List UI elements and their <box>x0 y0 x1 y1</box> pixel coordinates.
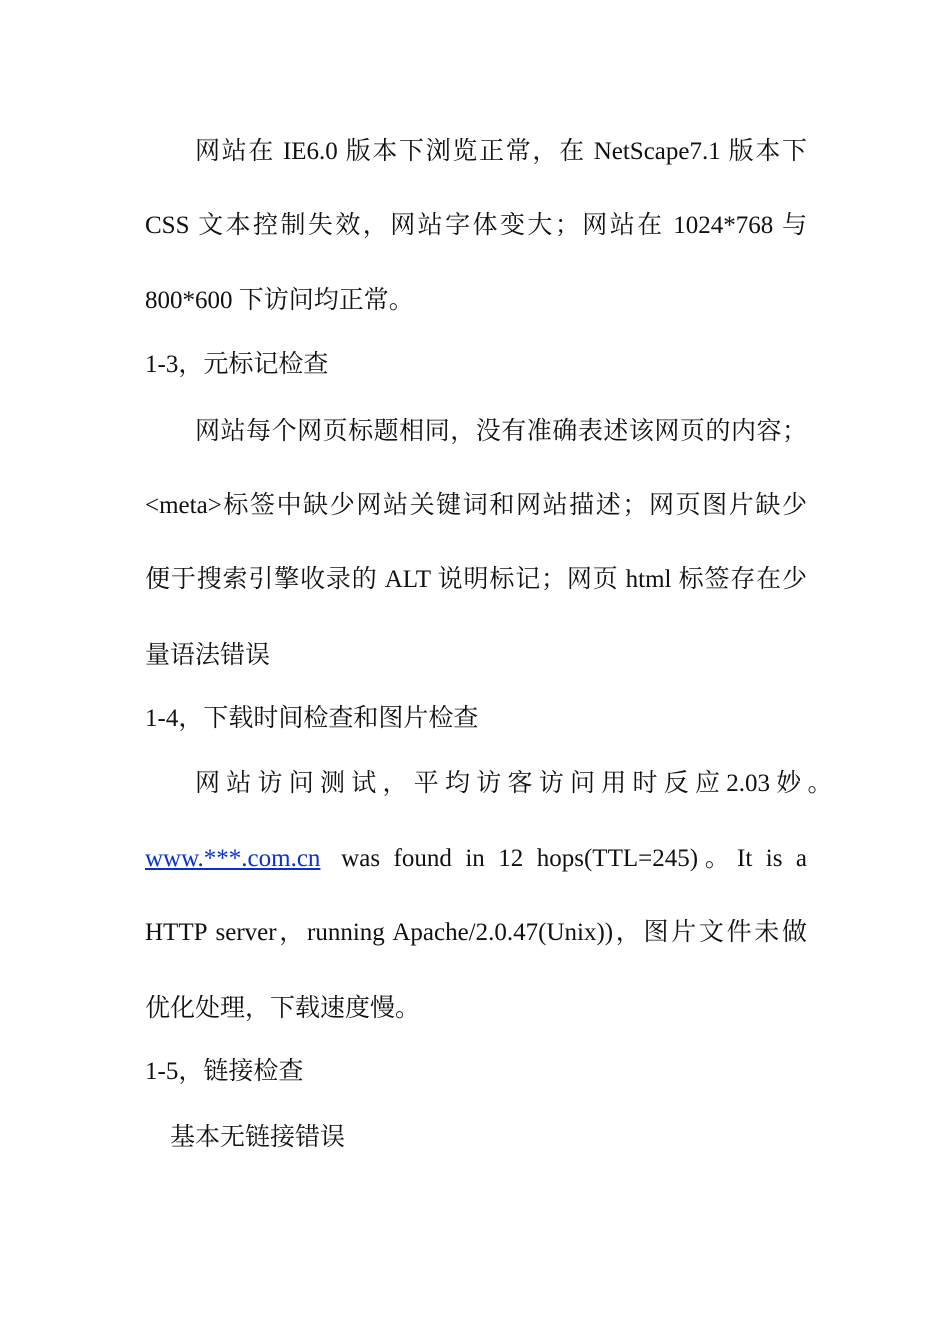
paragraph-3-line-4: 优化处理，下载速度慢。 <box>145 995 421 1022</box>
paragraph-4: 基本无链接错误 <box>170 1124 346 1151</box>
paragraph-3-line-2 <box>145 844 807 874</box>
paragraph-3-line-1: 网 站 访 问 测 试 ， 平 均 访 客 访 问 用 时 反 应 2.03 妙 。 <box>195 770 833 797</box>
paragraph-2-line-1: 网站每个网页标题相同，没有准确表述该网页的内容； <box>195 418 807 445</box>
paragraph-3-line-3: HTTP server，running Apache/2.0.47(Unix))，图片文件未做 <box>145 919 807 946</box>
paragraph-2-line-2: <meta>标签中缺少网站关键词和网站描述；网页图片缺少 <box>145 492 807 519</box>
section-heading-1-3: 1-3，元标记检查 <box>145 351 329 378</box>
website-link[interactable]: www.***.com.cn <box>145 845 321 872</box>
paragraph-1-line-2: CSS 文本控制失效，网站字体变大；网站在 1024*768 与 <box>145 212 807 239</box>
paragraph-1-line-1: 网站在 IE6.0 版本下浏览正常，在 NetScape7.1 版本下 <box>195 138 807 165</box>
section-heading-1-4: 1-4，下载时间检查和图片检查 <box>145 705 479 732</box>
section-heading-1-5: 1-5，链接检查 <box>145 1058 304 1085</box>
paragraph-2-line-3: 便于搜索引擎收录的 ALT 说明标记；网页 html 标签存在少 <box>145 566 807 593</box>
paragraph-3-line-2-text: was found in 12 hops(TTL=245) 。 It is a <box>334 845 807 872</box>
paragraph-2-line-4: 量语法错误 <box>145 642 271 669</box>
paragraph-1-line-3: 800*600 下访问均正常。 <box>145 287 414 314</box>
